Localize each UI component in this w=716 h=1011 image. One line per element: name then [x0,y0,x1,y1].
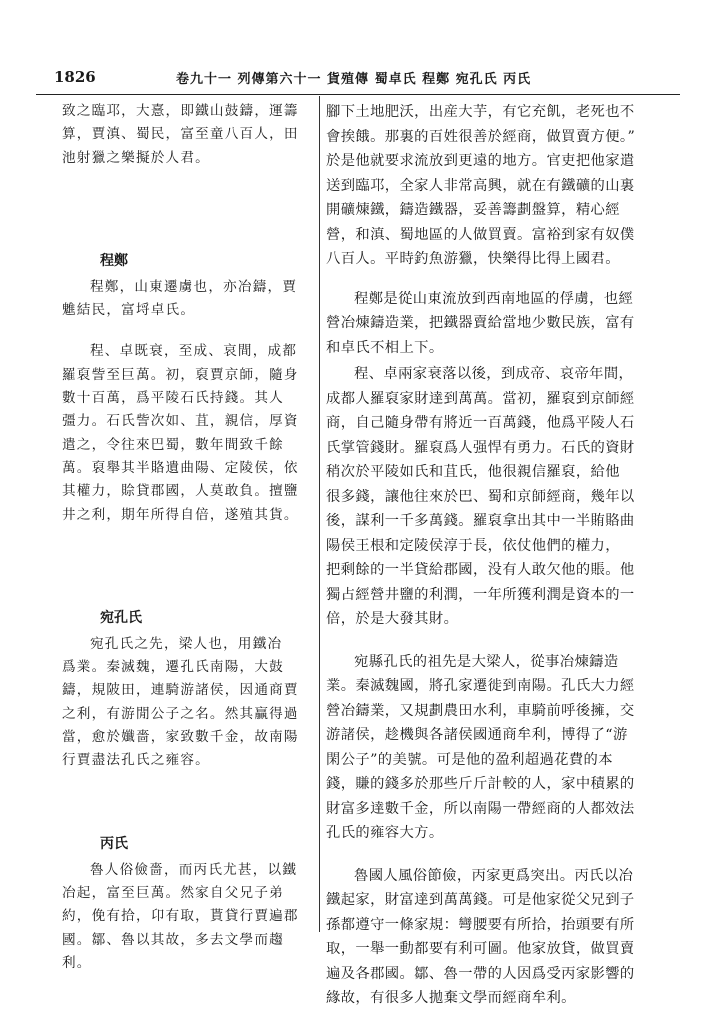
text-line: 爲業。秦滅魏，遷孔氏南陽，大鼓 [62,659,284,676]
text-line: 商，自己隨身帶有將近一百萬錢，他爲平陵人石 [326,415,635,431]
text-line: 孔氏的雍容大方。 [326,825,444,841]
text-line: 營冶煉鑄造業，把鐵器賣給當地少數民族，富有 [326,315,635,331]
text-line: 業。秦滅魏國，將孔家遷徙到南陽。孔氏大力經 [326,678,635,694]
text-line: 冶起，富至巨萬。然家自父兄子弟 [62,884,284,901]
translation-paragraph-2 [326,287,660,361]
text-line: 陽侯王根和定陵侯淳于長，依仗他們的權力， [326,537,620,554]
section-heading-bing: 丙氏 [100,835,128,852]
text-line: 把剩餘的一半貸給郡國，没有人敢欠他的賬。他 [326,562,635,578]
text-line: 國。鄒、魯以其故，多去文學而趨 [62,931,284,948]
text-line: 遣之，令往來巴蜀，數年間致千餘 [62,436,284,453]
wankong-paragraph [62,633,312,773]
text-line: 營，和滇、蜀地區的人做買賣。富裕到家有奴僕 [326,226,635,243]
translation-column [326,100,660,1011]
text-line: 腳下土地肥沃，出産大芋，有它充飢，老死也不 [326,104,635,120]
text-line: 營冶鑄業，又規劃農田水利，車騎前呼後擁，交 [326,702,635,719]
text-line: 緣故，有很多人拋棄文學而經商牟利。 [326,990,576,1006]
text-line: 其權力，賒貸郡國，人莫敢負。擅鹽 [62,483,299,500]
text-line: 魋結民，富埒卓氏。 [62,302,196,319]
text-line: 利。 [62,954,92,971]
text-line: 閑公子”的美號。可是他的盈利超過花費的本 [326,751,613,768]
text-line: 財富多達數千金，所以南陽一帶經商的人都效法 [326,800,635,817]
text-line: 數十百萬，爲平陵石氏持錢。其人 [62,390,284,407]
text-line: 後，謀利一千多萬錢。羅裒拿出其中一半賄賂曲 [326,513,635,529]
text-line: 彊力。石氏訾次如、苴，親信，厚資 [62,413,299,430]
text-line: 很多錢，讓他往來於巴、蜀和京師經商，幾年以 [326,488,635,505]
text-line: 氏掌管錢財。羅裒爲人强悍有勇力。石氏的資財 [326,439,635,456]
text-line: 程、卓兩家衰落以後，到成帝、哀帝年間， [354,366,634,382]
text-line: 成都人羅裒家財達到萬萬。當初，羅裒到京師經 [326,390,635,407]
text-line: 約，俛有拾，卬有取，貰貸行賈遍郡 [62,908,299,925]
text-line: 行賈盡法孔氏之雍容。 [62,752,210,769]
text-line: 開礦煉鐵，鑄造鐵器，妥善籌劃盤算，精心經 [326,202,620,218]
intro-paragraph [62,100,312,170]
text-line: 程、卓既衰，至成、哀間，成都 [90,343,298,360]
chengzheng-paragraph-2 [62,340,312,526]
text-line: 魯國人風俗節儉，丙家更爲突出。丙氏以冶 [354,867,634,884]
text-line: 魯人俗儉嗇，而丙氏尤甚，以鐵 [90,861,298,878]
text-line: 羅裒訾至巨萬。初，裒賈京師，隨身 [62,366,299,383]
running-title: 卷九十一 列傳第六十一 貨殖傳 蜀卓氏 程鄭 宛孔氏 丙氏 [176,72,532,87]
text-line: 致之臨邛，大憙，即鐵山鼓鑄，運籌 [62,103,299,119]
section-heading-wankong: 宛孔氏 [100,609,142,626]
text-line: 之利，有游閒公子之名。然其贏得過 [62,705,299,722]
chengzheng-paragraph-1 [62,276,312,323]
text-line: 鐵起家，財富達到萬萬錢。可是他家從父兄到子 [326,892,635,908]
text-line: 倍，於是大發其財。 [326,611,459,627]
text-line: 會挨餓。那裏的百姓很善於經商，做買賣方便。” [326,128,636,145]
bing-paragraph [62,859,312,975]
text-line: 孫都遵守一條家規：彎腰要有所拾，抬頭要有所 [326,916,635,933]
text-line: 稍次於平陵如氏和苴氏，他很親信羅裒，給他 [326,464,620,480]
page-header [36,60,680,95]
translation-paragraph-5 [326,864,660,1011]
text-line: 於是他就要求流放到更遠的地方。官吏把他家遣 [326,153,635,169]
text-line: 井之利，期年所得自倍，遂殖其貨。 [62,506,299,523]
text-line: 送到臨邛，全家人非常高興，就在有鐵礦的山裏 [326,177,635,194]
section-heading-chengzheng: 程鄭 [100,252,128,269]
text-line: 鑄，規陂田，連騎游諸侯，因通商賈 [62,682,299,699]
text-line: 宛縣孔氏的祖先是大梁人，從事冶煉鑄造 [354,653,619,670]
text-line: 獨占經營井鹽的利潤，一年所獲利潤是資本的一 [326,586,635,603]
text-line: 錢，賺的錢多於那些斤斤計較的人，家中積累的 [326,776,635,792]
text-line: 程鄭，山東遷虜也，亦冶鑄，賈 [90,278,298,295]
translation-paragraph-3 [326,362,660,632]
text-line: 當，愈於孅嗇，家致數千金，故南陽 [62,729,299,746]
translation-paragraph-4 [326,650,660,846]
text-line: 取，一舉一動都要有利可圖。他家放貸，做買賣 [326,941,635,957]
text-line: 算，賈滇、蜀民，富至童八百人，田 [62,126,299,143]
text-line: 游諸侯，趁機與各諸侯國通商牟利，博得了“游 [326,727,628,743]
page-number: 1826 [54,68,96,86]
text-line: 遍及各郡國。鄒、魯一帶的人因爲受丙家影響的 [326,965,635,982]
text-line: 池射獵之樂擬於人君。 [62,149,210,166]
column-divider [319,96,320,932]
text-line: 和卓氏不相上下。 [326,339,444,356]
text-line: 程鄭是從山東流放到西南地區的俘虜，也經 [354,290,634,307]
text-line: 宛孔氏之先，梁人也，用鐵冶 [90,635,283,652]
text-line: 萬。裒舉其半賂遺曲陽、定陵侯，依 [62,459,299,476]
translation-paragraph-1 [326,100,660,272]
text-line: 八百人。平時釣魚游獵，快樂得比得上國君。 [326,251,620,267]
classical-text-column [62,100,312,975]
